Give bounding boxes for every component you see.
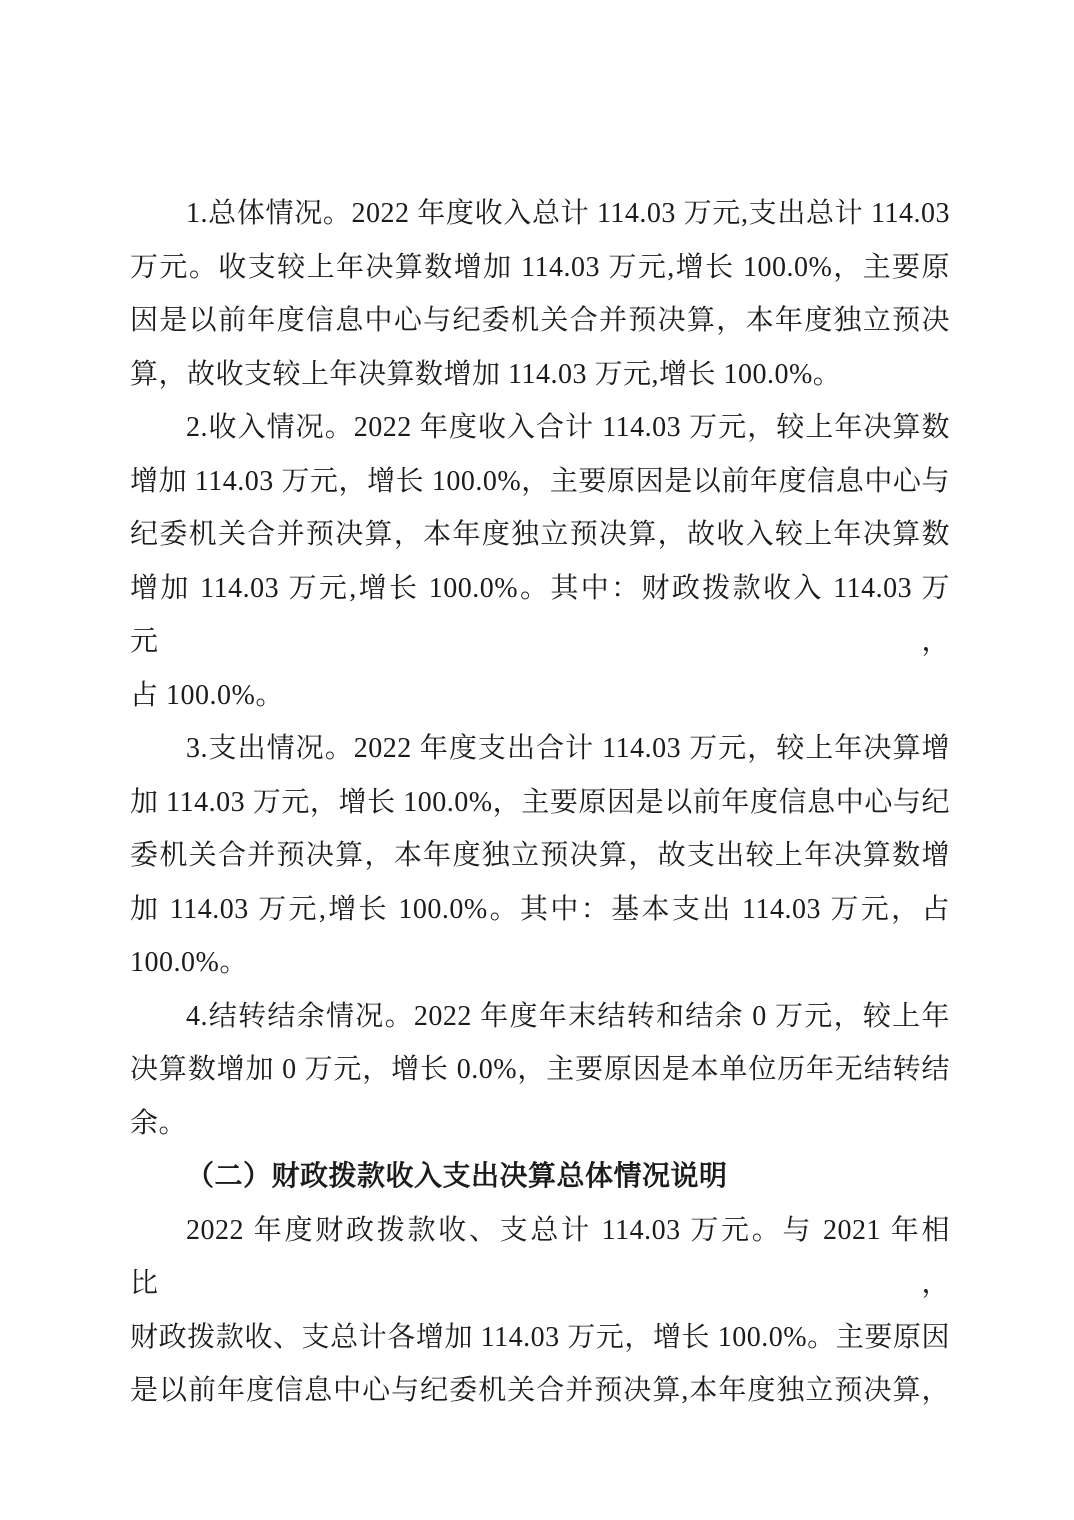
document-text-block bbox=[130, 187, 950, 1418]
text-line: 增加 114.03 万元，增长 100.0%，主要原因是以前年度信息中心与 bbox=[130, 465, 950, 497]
text-line: 算，故收支较上年决算数增加 114.03 万元,增长 100.0%。 bbox=[130, 358, 842, 390]
paragraph-overall-situation bbox=[130, 187, 950, 401]
text-line: 2.收入情况。2022 年度收入合计 114.03 万元，较上年决算数 bbox=[186, 412, 950, 443]
paragraph-income-situation bbox=[130, 401, 950, 722]
text-line: 余。 bbox=[130, 1107, 188, 1139]
text-line: 是以前年度信息中心与纪委机关合并预决算,本年度独立预决算， bbox=[130, 1375, 950, 1406]
paragraph-carryover-balance bbox=[130, 990, 950, 1151]
text-line: 决算数增加 0 万元，增长 0.0%，主要原因是本单位历年无结转结 bbox=[130, 1054, 950, 1085]
text-line: 1.总体情况。2022 年度收入总计 114.03 万元,支出总计 114.03 bbox=[186, 198, 950, 229]
text-line: 3.支出情况。2022 年度支出合计 114.03 万元，较上年决算增 bbox=[186, 733, 950, 764]
paragraph-expenditure-situation bbox=[130, 722, 950, 990]
text-line: 纪委机关合并预决算，本年度独立预决算，故收入较上年决算数 bbox=[130, 519, 950, 550]
text-line: 财政拨款收、支总计各增加 114.03 万元，增长 100.0%。主要原因 bbox=[130, 1321, 950, 1353]
text-line: 增加 114.03 万元,增长 100.0%。其中：财政拨款收入 114.03 万元， bbox=[130, 572, 950, 657]
text-line: 委机关合并预决算，本年度独立预决算，故支出较上年决算数增 bbox=[130, 840, 950, 871]
text-line: 因是以前年度信息中心与纪委机关合并预决算，本年度独立预决 bbox=[130, 305, 950, 336]
text-line: 加 114.03 万元,增长 100.0%。其中：基本支出 114.03 万元，占 bbox=[130, 893, 950, 925]
text-line: 2022 年度财政拨款收、支总计 114.03 万元。与 2021 年相比， bbox=[130, 1214, 950, 1299]
text-line: 占 100.0%。 bbox=[130, 679, 284, 711]
paragraph-fiscal-appropriation-overall bbox=[130, 1204, 950, 1418]
text-line: 4.结转结余情况。2022 年度年末结转和结余 0 万元，较上年 bbox=[186, 1000, 950, 1032]
text-line: 万元。收支较上年决算数增加 114.03 万元,增长 100.0%，主要原 bbox=[130, 251, 950, 283]
text-line: 100.0%。 bbox=[130, 947, 248, 978]
section-heading-fiscal-appropriation: （二）财政拨款收入支出决算总体情况说明 bbox=[186, 1161, 728, 1192]
text-line: 加 114.03 万元，增长 100.0%，主要原因是以前年度信息中心与纪 bbox=[130, 786, 950, 818]
